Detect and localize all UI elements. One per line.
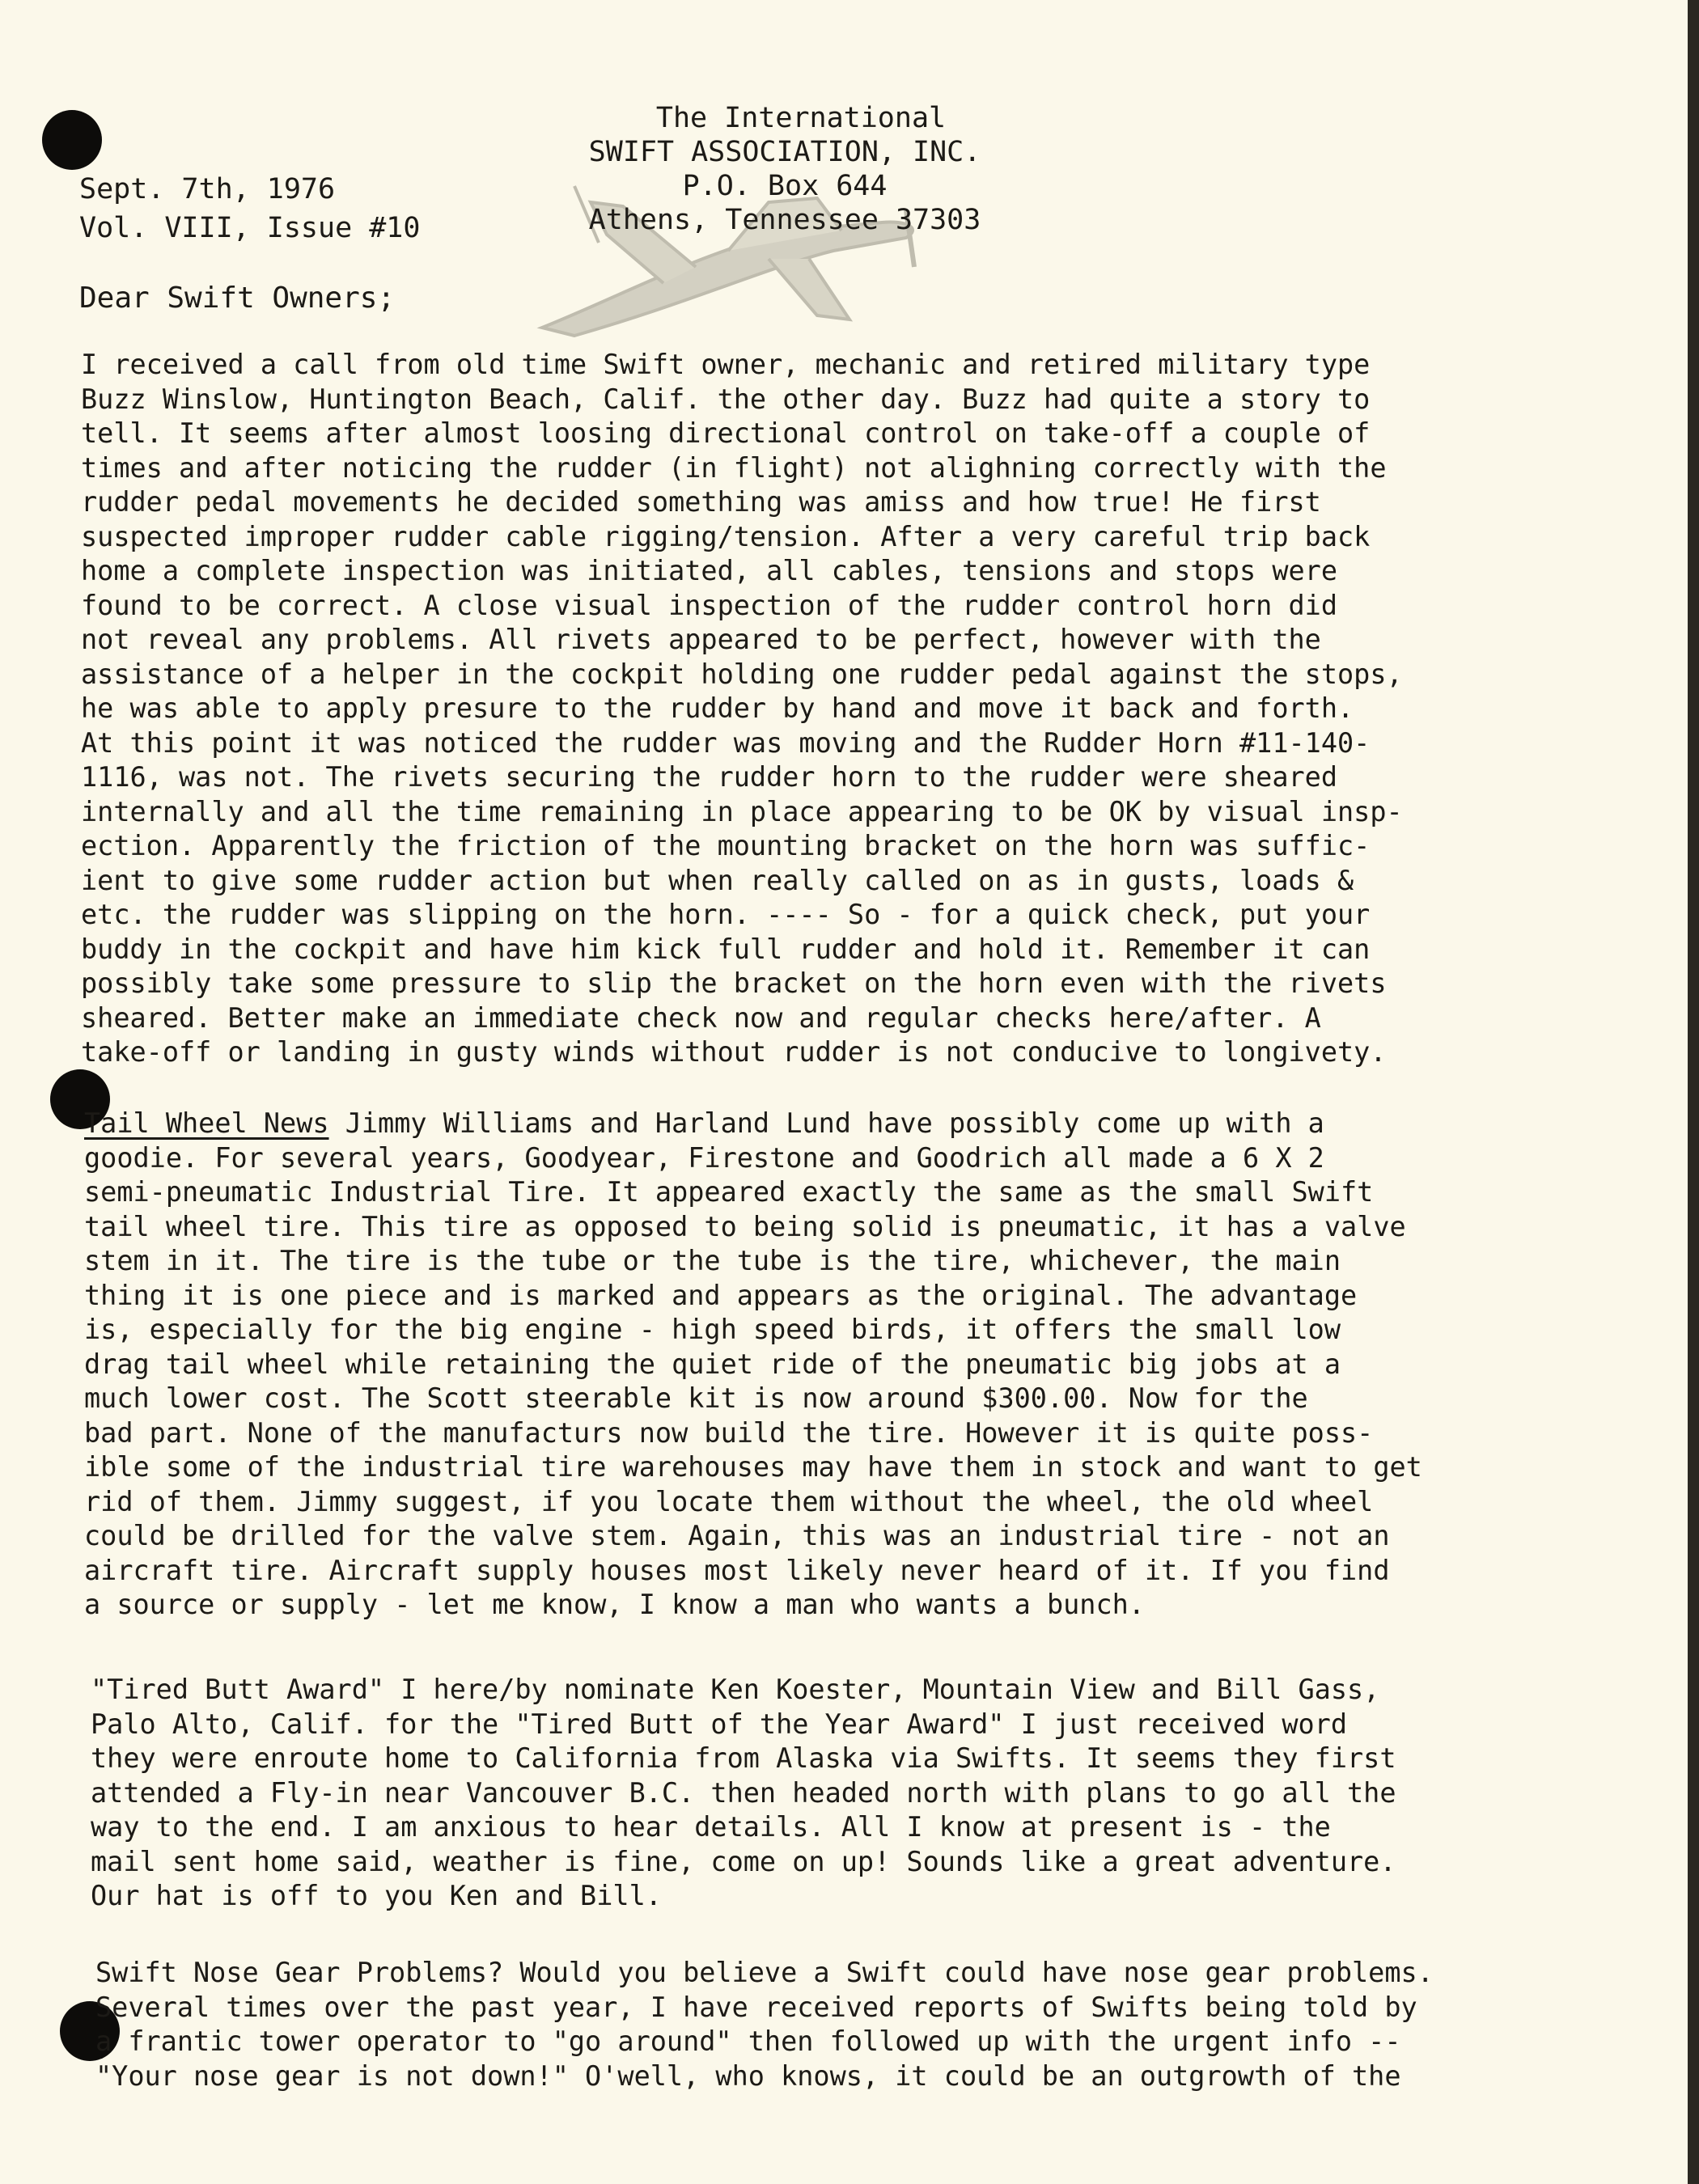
paragraph-nose-gear-problems [95, 1956, 1434, 2093]
text-line: ient to give some rudder action but when really called on as in gusts, loads & [81, 864, 1354, 896]
letterhead [558, 101, 1011, 237]
heading-line-text: Jimmy Williams and Harland Lund have possibly come up with a [328, 1107, 1324, 1139]
text-line: semi-pneumatic Industrial Tire. It appeared exactly the same as the small Swift [84, 1176, 1374, 1208]
text-line [84, 1107, 1422, 1141]
po-box: P.O. Box 644 [682, 170, 888, 202]
text-line: is, especially for the big engine - high speed birds, it offers the small low [84, 1314, 1341, 1345]
text-line: goodie. For several years, Goodyear, Firestone and Goodrich all made a 6 X 2 [84, 1141, 1324, 1174]
section-heading: Tail Wheel News [84, 1107, 329, 1139]
text-line: "Tired Butt Award" I here/by nominate Ken Koester, Mountain View and Bill Gass, [91, 1674, 1380, 1705]
text-line: not reveal any problems. All rivets appeared to be perfect, however with the [81, 624, 1321, 655]
text-line: found to be correct. A close visual inspection of the rudder control horn did [81, 589, 1337, 621]
text-line: could be drilled for the valve stem. Again, this was an industrial tire - not an [84, 1520, 1390, 1551]
letter-date: Sept. 7th, 1976 [79, 173, 336, 205]
paragraph-rudder-horn [81, 348, 1403, 1070]
text-line: take-off or landing in gusty winds without rudder is not conducive to longivety. [81, 1036, 1387, 1068]
text-line: Our hat is off to you Ken and Bill. [91, 1880, 662, 1911]
text-line: thing it is one piece and is marked and appears as the original. The advantage [84, 1279, 1358, 1311]
text-line: "Your nose gear is not down!" O'well, who knows, it could be an outgrowth of the [95, 2059, 1401, 2092]
text-line: buddy in the cockpit and have him kick full rudder and hold it. Remember it can [81, 933, 1371, 965]
text-line: At this point it was noticed the rudder was moving and the Rudder Horn #11-140- [81, 726, 1371, 759]
letterhead-title: The International [655, 102, 947, 134]
text-line: internally and all the time remaining in place appearing to be OK by visual insp- [81, 795, 1403, 827]
text-line: sheared. Better make an immediate check now and regular checks here/after. A [81, 1001, 1321, 1034]
date-issue-block [79, 170, 420, 248]
organization-name: SWIFT ASSOCIATION, INC. [588, 136, 981, 168]
text-line: assistance of a helper in the cockpit holding one rudder pedal against the stops, [81, 658, 1403, 690]
text-line: drag tail wheel while retaining the quiet ride of the pneumatic big jobs at a [84, 1348, 1341, 1380]
text-line: ible some of the industrial tire warehouses may have them in stock and want to get [84, 1451, 1422, 1483]
text-line: times and after noticing the rudder (in flight) not alighning correctly with the [81, 451, 1387, 484]
text-line: Several times over the past year, I have received reports of Swifts being told by [95, 1991, 1417, 2023]
text-line: suspected improper rudder cable rigging/tension. After a very careful trip back [81, 520, 1371, 552]
page-edge-shadow [1688, 0, 1699, 2184]
punch-hole [42, 110, 102, 170]
text-line: tell. It seems after almost loosing directional control on take-off a couple of [81, 417, 1371, 449]
text-line: I received a call from old time Swift owner, mechanic and retired military type [81, 349, 1371, 380]
text-line: 1116, was not. The rivets securing the rudder horn to the rudder were sheared [81, 761, 1337, 793]
text-line: mail sent home said, weather is fine, come on up! Sounds like a great adventure. [91, 1845, 1396, 1877]
paragraph-tired-butt-award [91, 1673, 1396, 1914]
text-line: ection. Apparently the friction of the mounting bracket on the horn was suffic- [81, 830, 1371, 861]
text-line: aircraft tire. Aircraft supply houses most likely never heard of it. If you find [84, 1554, 1390, 1586]
text-line: Swift Nose Gear Problems? Would you believe a Swift could have nose gear problems. [95, 1957, 1434, 1988]
text-line: way to the end. I am anxious to hear details. All I know at present is - the [91, 1811, 1331, 1843]
text-line: rid of them. Jimmy suggest, if you locate them without the wheel, the old wheel [84, 1485, 1374, 1517]
text-line: stem in it. The tire is the tube or the tube is the tire, whichever, the main [84, 1245, 1341, 1276]
text-line: attended a Fly-in near Vancouver B.C. then headed north with plans to go all the [91, 1776, 1396, 1809]
city-address: Athens, Tennessee 37303 [588, 204, 981, 236]
text-line: much lower cost. The Scott steerable kit is now around $300.00. Now for the [84, 1382, 1308, 1414]
text-line: a source or supply - let me know, I know a man who wants a bunch. [84, 1589, 1145, 1620]
salutation: Dear Swift Owners; [79, 281, 396, 315]
text-line: Buzz Winslow, Huntington Beach, Calif. the other day. Buzz had quite a story to [81, 383, 1371, 415]
paragraph-tail-wheel-news [84, 1107, 1422, 1623]
text-line: possibly take some pressure to slip the bracket on the horn even with the rivets [81, 967, 1387, 999]
issue-number: Vol. VIII, Issue #10 [79, 212, 421, 244]
text-line: they were enroute home to California from Alaska via Swifts. It seems they first [91, 1742, 1396, 1774]
text-line: home a complete inspection was initiated, all cables, tensions and stops were [81, 555, 1337, 586]
text-line: rudder pedal movements he decided something was amiss and how true! He first [81, 486, 1321, 518]
text-line: bad part. None of the manufacturs now build the tire. However it is quite poss- [84, 1416, 1374, 1449]
text-line: etc. the rudder was slipping on the horn. ---- So - for a quick check, put your [81, 899, 1371, 930]
text-line: a frantic tower operator to "go around" then followed up with the urgent info -- [95, 2025, 1401, 2057]
text-line: Palo Alto, Calif. for the "Tired Butt of the Year Award" I just received word [91, 1708, 1347, 1740]
text-line: tail wheel tire. This tire as opposed to being solid is pneumatic, it has a valve [84, 1210, 1406, 1242]
text-line: he was able to apply presure to the rudder by hand and move it back and forth. [81, 692, 1354, 724]
